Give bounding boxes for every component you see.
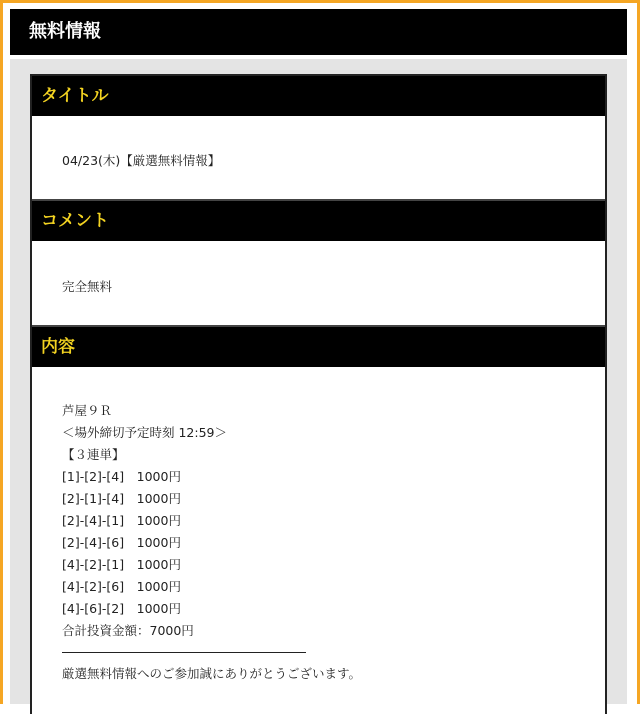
- thanks-message: 厳選無料情報へのご参加誠にありがとうございます。: [62, 666, 362, 681]
- total-amount: 合計投資金額：7000円: [62, 623, 194, 638]
- page-title: 無料情報: [10, 9, 627, 55]
- content-section-heading: 内容: [32, 327, 605, 367]
- title-section-body: [32, 116, 605, 201]
- content-section-body: [32, 367, 605, 685]
- comment-section-body: [32, 241, 605, 327]
- bet-type: 【３連単】: [62, 447, 125, 462]
- bet-line: [2]-[1]-[4] 1000円: [62, 491, 181, 506]
- bet-line: [2]-[4]-[6] 1000円: [62, 535, 181, 550]
- info-panel: [10, 59, 627, 704]
- bet-line: [1]-[2]-[4] 1000円: [62, 469, 181, 484]
- deadline-line: ＜場外締切予定時刻 12:59＞: [62, 425, 227, 440]
- bet-line: [4]-[2]-[1] 1000円: [62, 557, 181, 572]
- comment-text: 完全無料: [62, 279, 113, 294]
- title-text: 04/23(木)【厳選無料情報】: [62, 153, 221, 168]
- race-name: 芦屋９Ｒ: [62, 403, 113, 418]
- content-divider: [62, 652, 306, 653]
- comment-section-heading: コメント: [32, 201, 605, 241]
- title-section-heading: タイトル: [32, 76, 605, 116]
- bet-line: [4]-[2]-[6] 1000円: [62, 579, 181, 594]
- bet-line: [4]-[6]-[2] 1000円: [62, 601, 181, 616]
- info-card: [30, 74, 607, 714]
- bet-line: [2]-[4]-[1] 1000円: [62, 513, 181, 528]
